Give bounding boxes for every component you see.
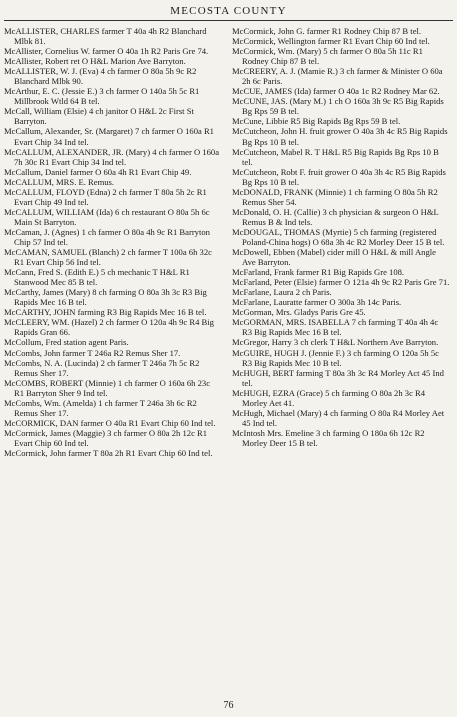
directory-entry: McCREERY, A. J. (Mamie R.) 3 ch farmer & Minister O 60a 2h 6c Paris. (232, 66, 443, 87)
directory-entry: McGUIRE, HUGH J. (Jennie F.) 3 ch farming O 120a 5h 5c R3 Big Rapids Mec 10 B tel. (232, 347, 439, 368)
directory-entry: McCombs, Wm. (Amelda) 1 ch farmer T 246a 3h 6c R2 Remus Sher 17. (4, 397, 197, 418)
directory-entry: McArthur, E. C. (Jessie E.) 3 ch farmer O 140a 5h 5c R1 Millbrook Wtld 64 B tel. (4, 86, 200, 107)
directory-entry: McAllister, Cornelius W. farmer O 40a 1h R2 Paris Gre 74. (4, 46, 209, 57)
page-number: 76 (223, 700, 234, 711)
directory-entry: McCallum, Alexander, Sr. (Margaret) 7 ch farmer O 160a R1 Evart Chip 34 Ind tel. (4, 126, 214, 147)
directory-entry: McCLEERY, WM. (Hazel) 2 ch farmer O 120a 4h 9c R4 Big Rapids Gran 66. (4, 317, 214, 338)
left-column (4, 26, 222, 694)
directory-entry: McHUGH, EZRA (Grace) 5 ch farming O 80a 2h 3c R4 Morley Aet 41. (232, 387, 426, 408)
directory-entry: McFarlane, Laura 2 ch Paris. (232, 287, 332, 298)
directory-entry: McCAMAN, SAMUEL (Blanch) 2 ch farmer T 100a 6h 32c R1 Evart Chip 56 Ind tel. (4, 247, 212, 268)
directory-entry: McCormick, John G. farmer R1 Rodney Chip 87 B tel. (232, 26, 422, 36)
directory-entry: McCombs, John farmer T 246a R2 Remus Sher 17. (4, 347, 181, 358)
directory-entry: McCarthy, James (Mary) 8 ch farming O 80a 3h 3c R3 Big Rapids Mec 16 B tel. (4, 287, 207, 308)
directory-entry: McCune, Libbie R5 Big Rapids Bg Rps 59 B tel. (232, 116, 401, 127)
directory-entry: McHUGH, BERT farming T 80a 3h 3c R4 Morley Act 45 Ind tel. (232, 367, 444, 388)
directory-entry: McCALLUM, ALEXANDER, JR. (Mary) 4 ch farmer O 160a 7h 30c R1 Evart Chip 34 Ind tel. (4, 146, 220, 167)
directory-entry: McAllister, Robert ret O H&L Marion Ave Barryton. (4, 56, 186, 67)
directory-entry: McCALLUM, MRS. E. Remus. (4, 176, 115, 187)
directory-entry: McALLISTER, CHARLES farmer T 40a 4h R2 Blanchard Mlbk 81. (4, 26, 207, 47)
directory-entry: McCutcheon, Mabel R. T H&L R5 Big Rapids Bg Rps 10 B tel. (232, 146, 439, 167)
directory-entry: McDOUGAL, THOMAS (Myrtie) 5 ch farming (registered Poland-China hogs) O 68a 3h 4c R2 Morley Deer 15 B tel. (232, 226, 445, 247)
directory-entry: McGORMAN, MRS. ISABELLA 7 ch farming T 40a 4h 4c R3 Big Rapids Mec 16 B tel. (232, 317, 439, 338)
directory-entry: McCann, Fred S. (Edith E.) 5 ch mechanic T H&L R1 Stanwood Mec 85 B tel. (4, 267, 190, 288)
directory-entry: McFarland, Frank farmer R1 Big Rapids Gre 108. (232, 267, 405, 278)
directory-entry: McFarlane, Lauratte farmer O 300a 3h 14c Paris. (232, 297, 402, 308)
directory-entry: McCUE, JAMES (Ida) farmer O 40a 1c R2 Rodney Mar 62. (232, 86, 440, 97)
directory-entry: McDONALD, FRANK (Minnie) 1 ch farming O 80a 5h R2 Remus Sher 54. (232, 186, 438, 207)
directory-entry: McCORMICK, DAN farmer O 40a R1 Evart Chip 60 Ind tel. (4, 417, 216, 428)
directory-entry: McCALLUM, WILLIAM (Ida) 6 ch restaurant O 80a 5h 6c Main St Barryton. (4, 206, 210, 227)
directory-entry: McCUNE, JAS. (Mary M.) 1 ch O 160a 3h 9c R5 Big Rapids Bg Rps 59 B tel. (232, 96, 444, 117)
directory-entry: McCOMBS, ROBERT (Minnie) 1 ch farmer O 160a 6h 23c R1 Barryton Sher 9 Ind tel. (4, 377, 211, 398)
directory-entry: McCALLUM, FLOYD (Edna) 2 ch farmer T 80a 5h 2c R1 Evart Chip 49 Ind tel. (4, 186, 207, 207)
directory-entry: McCutcheon, Robt F. fruit grower O 40a 3h 4c R5 Big Rapids Bg Rps 10 B tel. (232, 166, 446, 187)
directory-entry: McDowell, Ebben (Mabel) cider mill O H&L & mill Angle Ave Barryton. (232, 247, 436, 268)
directory-entry: McCallum, Daniel farmer O 60a 4h R1 Evart Chip 49. (4, 166, 192, 177)
directory-entry: McCaman, J. (Agnes) 1 ch farmer O 80a 4h 9c R1 Barryton Chip 57 Ind tel. (4, 226, 210, 247)
directory-entry: McCutcheon, John H. fruit grower O 40a 3h 4c R5 Big Rapids Bg Rps 10 B tel. (232, 126, 448, 147)
directory-entry: McFarland, Peter (Elsie) farmer O 121a 4h 9c R2 Paris Gre 71. (232, 277, 450, 288)
right-column (232, 26, 450, 694)
directory-entry: McCombs, N. A. (Lucinda) 2 ch farmer T 246a 7h 5c R2 Remus Sher 17. (4, 357, 200, 378)
header-rule (4, 20, 453, 21)
directory-entry: McCormick, James (Maggie) 3 ch farmer O 80a 2h 12c R1 Evart Chip 60 Ind tel. (4, 427, 208, 448)
directory-entry: McHugh, Michael (Mary) 4 ch farming O 80a R4 Morley Aet 45 Ind tel. (232, 407, 445, 428)
directory-entry: McGorman, Mrs. Gladys Paris Gre 45. (232, 307, 366, 318)
directory-entry: McGregor, Harry 3 ch clerk T H&L Northern Ave Barryton. (232, 337, 439, 348)
directory-entry: McDonald, O. H. (Callie) 3 ch physician & surgeon O H&L Remus B & Ind tels. (232, 206, 439, 227)
directory-entry: McCormick, John farmer T 80a 2h R1 Evart Chip 60 Ind tel. (4, 447, 213, 458)
directory-entry: McCollum, Fred station agent Paris. (4, 337, 129, 348)
directory-entry: McIntosh Mrs. Emeline 3 ch farming O 180a 6h 12c R2 Morley Deer 15 B tel. (232, 427, 425, 448)
directory-entry: McCARTHY, JOHN farming R3 Big Rapids Mec 16 B tel. (4, 307, 207, 318)
directory-entry: McCormick, Wellington farmer R1 Evart Chip 60 Ind tel. (232, 36, 430, 47)
page-header-title: MECOSTA COUNTY (170, 5, 287, 17)
directory-entry: McCormick, Wm. (Mary) 5 ch farmer O 80a 5h 11c R1 Rodney Chip 87 B tel. (232, 46, 423, 67)
directory-entry: McCall, William (Elsie) 4 ch janitor O H&L 2c First St Barryton. (4, 106, 194, 127)
directory-entry: McALLISTER, W. J. (Eva) 4 ch farmer O 80a 5h 9c R2 Blanchard Mlbk 90. (4, 66, 197, 87)
